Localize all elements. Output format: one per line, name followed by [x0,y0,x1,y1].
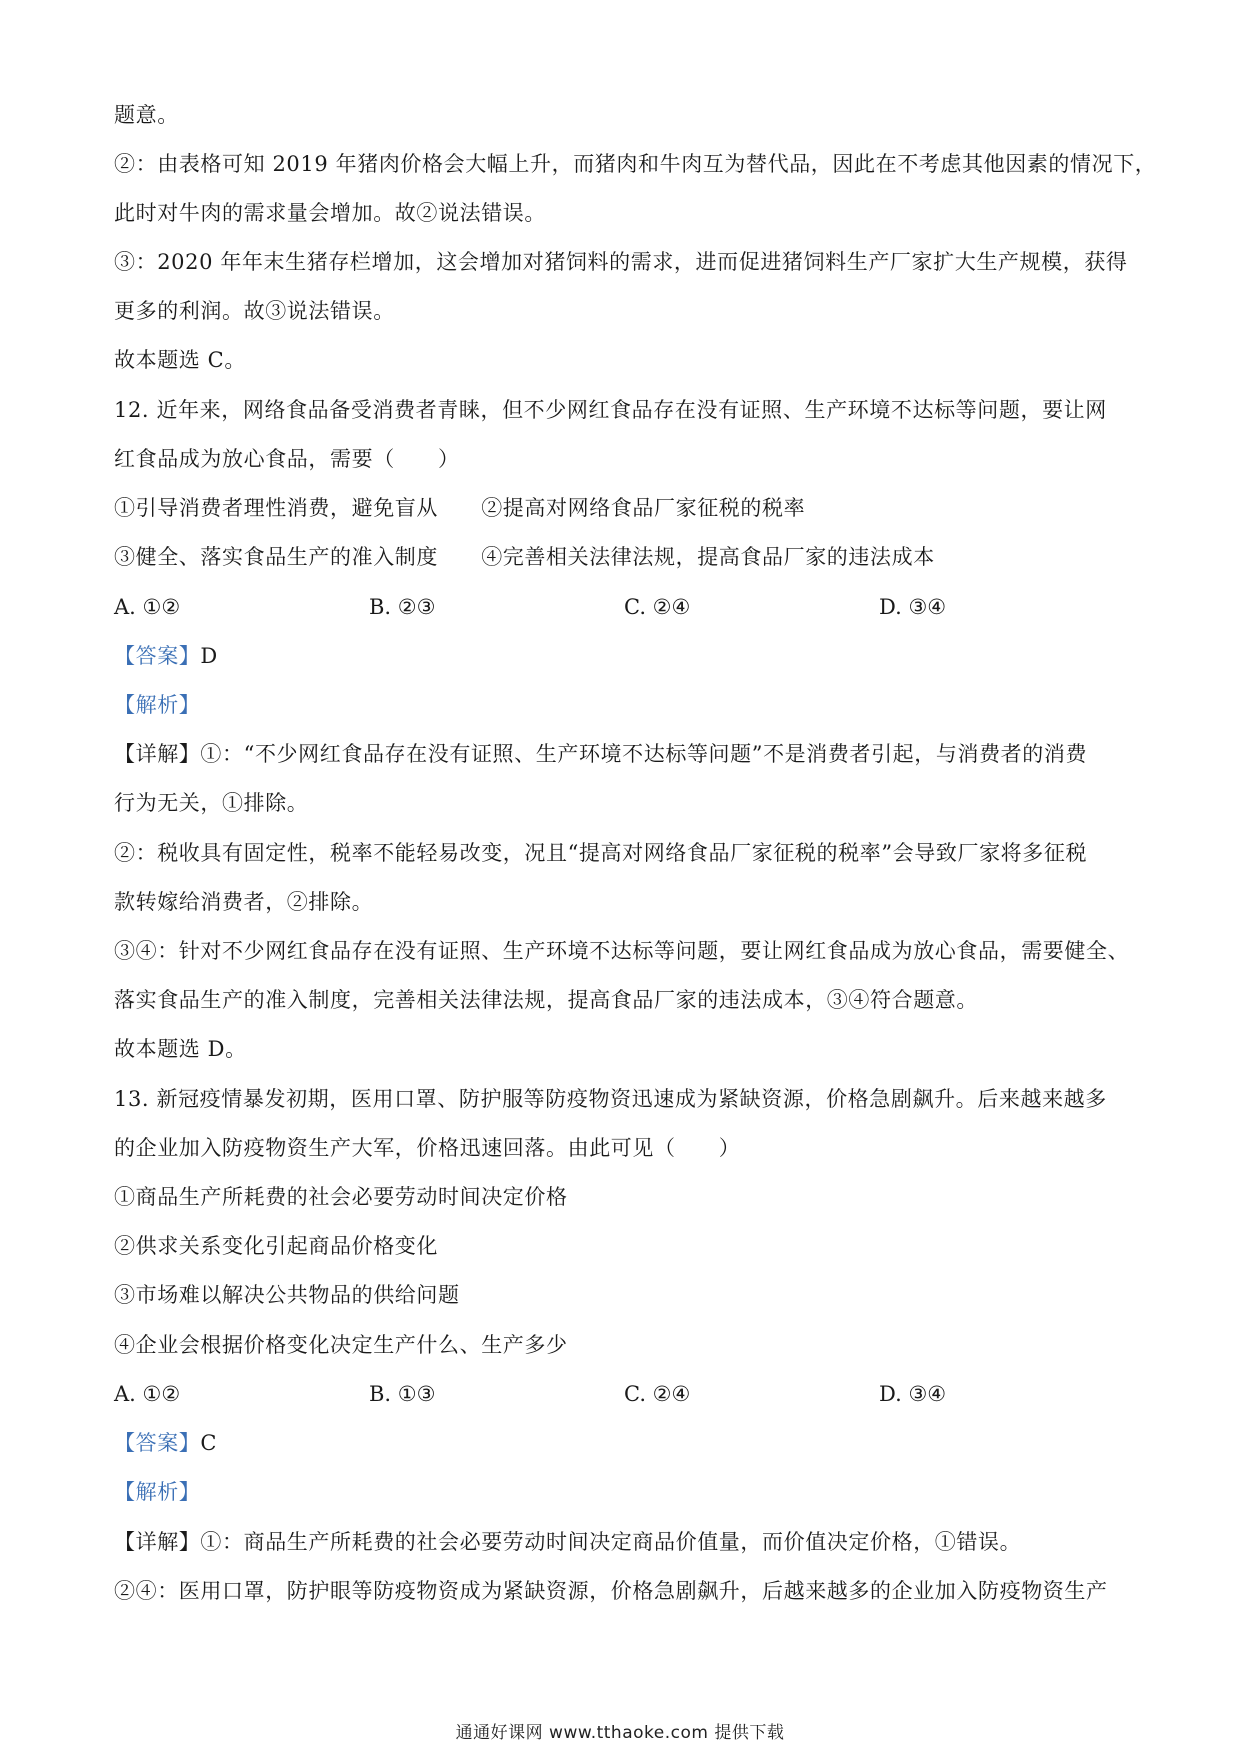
answer-line [114,1428,1134,1458]
detail-tag: 【详解】 [114,742,201,766]
option-a: A. ①② [114,595,181,619]
text-line: 更多的利润。故③说法错误。 [114,299,395,323]
question-13-stem: 的企业加入防疫物资生产大军，价格迅速回落。由此可见（ ） [114,1136,741,1160]
text-line: ②：由表格可知 2019 年猪肉价格会大幅上升，而猪肉和牛肉互为替代品，因此在不考虑其他因素的情况下， [114,152,1157,176]
detail-line: 款转嫁给消费者，②排除。 [114,890,374,914]
detail-text: ①：商品生产所耗费的社会必要劳动时间决定商品价值量，而价值决定价格，①错误。 [200,1530,1022,1554]
option-b: B. ①③ [369,1382,436,1406]
option-d: D. ③④ [879,1382,947,1406]
option-a: A. ①② [114,1382,181,1406]
detail-text: ①：“不少网红食品存在没有证照、生产环境不达标等问题”不是消费者引起，与消费者的消费 [200,742,1088,766]
answer-value: C [200,1431,218,1455]
option-c: C. ②④ [624,595,691,619]
detail-line: ②④：医用口罩，防护眼等防疫物资成为紧缺资源，价格急剧飙升，后越来越多的企业加入防疫物资生产 [114,1579,1108,1603]
question-13-choice-line: ②供求关系变化引起商品价格变化 [114,1234,438,1258]
answer-value: D [200,644,218,668]
detail-line: ②：税收具有固定性，税率不能轻易改变，况且“提高对网络食品厂家征税的税率”会导致厂家将多征税 [114,841,1088,865]
detail-line [114,1527,1134,1557]
answer-line [114,641,1134,671]
option-c: C. ②④ [624,1382,691,1406]
detail-tag: 【详解】 [114,1530,201,1554]
question-12-choice-line: ①引导消费者理性消费，避免盲从 ②提高对网络食品厂家征税的税率 [114,496,806,520]
question-13-stem: 13. 新冠疫情暴发初期，医用口罩、防护服等防疫物资迅速成为紧缺资源，价格急剧飙升。后来越来越多 [114,1087,1107,1111]
analysis-tag: 【解析】 [114,693,201,717]
answer-tag: 【答案】 [114,1431,201,1455]
text-line: 题意。 [114,103,179,127]
option-b: B. ②③ [369,595,436,619]
question-13-choice-line: ③市场难以解决公共物品的供给问题 [114,1283,460,1307]
detail-line: 行为无关，①排除。 [114,791,309,815]
detail-line: 落实食品生产的准入制度，完善相关法律法规，提高食品厂家的违法成本，③④符合题意。 [114,988,978,1012]
detail-line: 故本题选 D。 [114,1037,247,1061]
detail-line [114,739,1134,769]
question-13-choice-line: ①商品生产所耗费的社会必要劳动时间决定价格 [114,1185,568,1209]
question-12-stem: 红食品成为放心食品，需要（ ） [114,447,460,471]
page-footer: 通通好课网 www.tthaoke.com 提供下载 [455,1723,785,1743]
answer-tag: 【答案】 [114,644,201,668]
option-d: D. ③④ [879,595,947,619]
question-12-stem: 12. 近年来，网络食品备受消费者青睐，但不少网红食品存在没有证照、生产环境不达标等问题，要让网 [114,398,1107,422]
text-line: 此时对牛肉的需求量会增加。故②说法错误。 [114,201,546,225]
detail-line: ③④：针对不少网红食品存在没有证照、生产环境不达标等问题，要让网红食品成为放心食品，需要健全、 [114,939,1130,963]
question-13-choice-line: ④企业会根据价格变化决定生产什么、生产多少 [114,1333,568,1357]
question-12-choice-line: ③健全、落实食品生产的准入制度 ④完善相关法律法规，提高食品厂家的违法成本 [114,545,935,569]
text-line: ③：2020 年年末生猪存栏增加，这会增加对猪饲料的需求，进而促进猪饲料生产厂家扩大生产规模，获得 [114,250,1128,274]
analysis-tag: 【解析】 [114,1480,201,1504]
text-line: 故本题选 C。 [114,348,246,372]
